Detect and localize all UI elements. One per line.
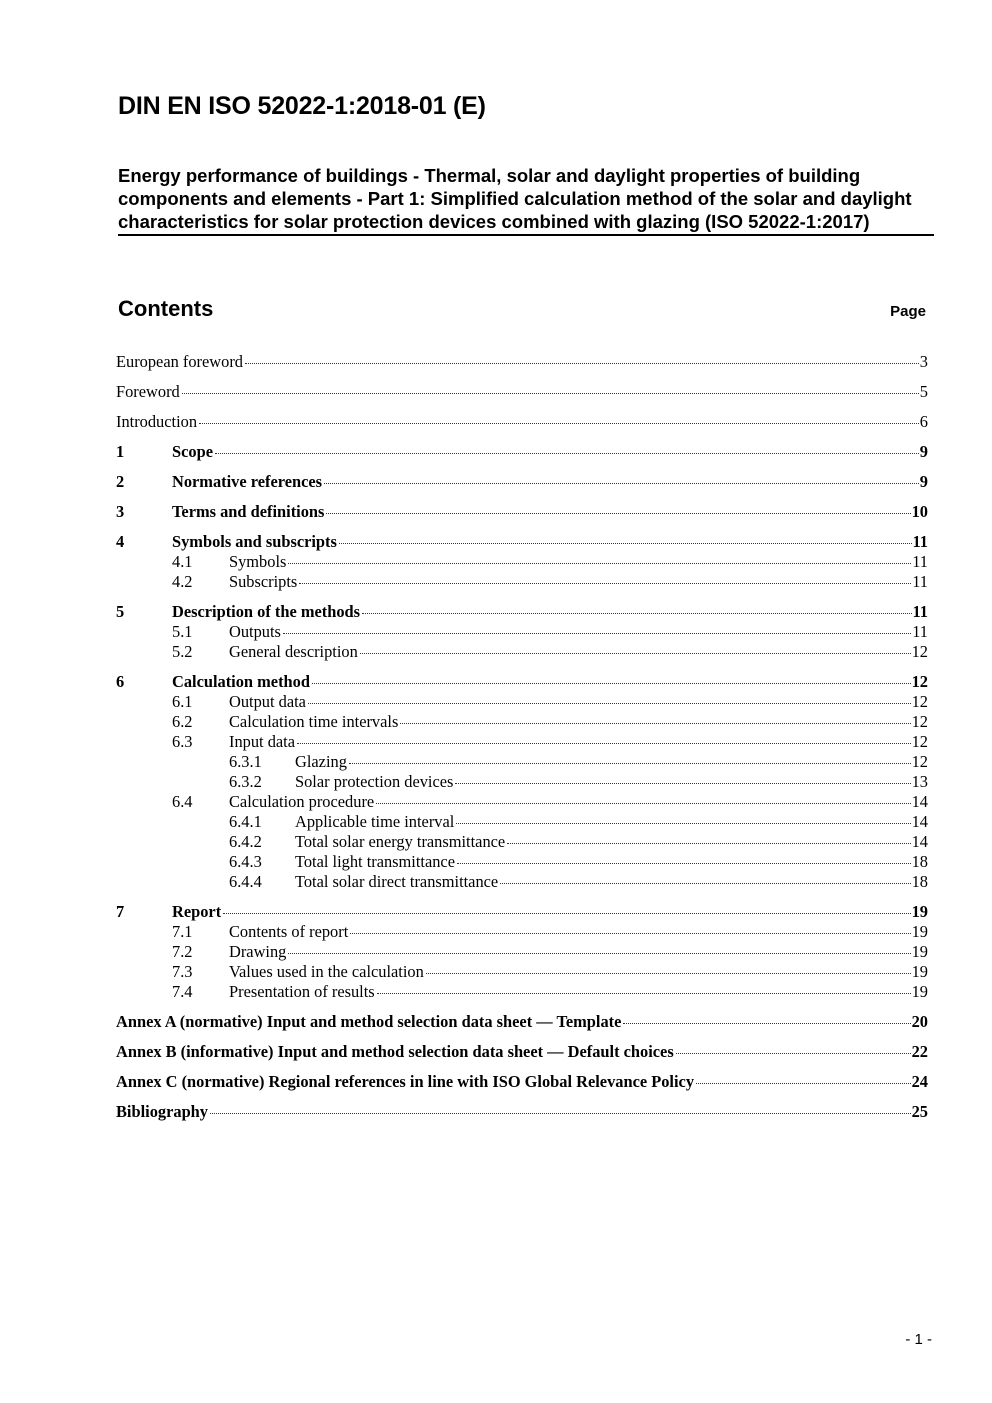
toc-entry-title: Terms and definitions: [172, 502, 325, 521]
toc-leader-dots: [362, 613, 911, 614]
toc-entry-page: 9: [919, 442, 928, 461]
toc-entry-number: 6.4.2: [229, 832, 262, 851]
toc-entry[interactable]: [116, 982, 928, 1002]
toc-leader-dots: [349, 763, 911, 764]
toc-entry-number: 6.3.2: [229, 772, 262, 791]
toc-entry-page: 14: [911, 832, 928, 851]
toc-entry-number: 5: [116, 602, 125, 621]
toc-entry-page: 18: [911, 872, 928, 891]
toc-leader-dots: [457, 863, 911, 864]
toc-entry-title: Scope: [172, 442, 213, 461]
toc-entry[interactable]: [116, 872, 928, 892]
toc-entry[interactable]: [116, 532, 928, 552]
table-of-contents: [116, 352, 928, 1122]
toc-entry-page: 12: [911, 692, 928, 711]
toc-entry-title: Subscripts: [229, 572, 298, 591]
toc-leader-dots: [299, 583, 911, 584]
toc-entry[interactable]: [116, 442, 928, 462]
toc-entry-number: 7.4: [172, 982, 193, 1001]
toc-leader-dots: [215, 453, 919, 454]
toc-entry-page: 11: [912, 552, 928, 571]
toc-entry-title: Foreword: [116, 382, 180, 401]
toc-entry-title: Calculation time intervals: [229, 712, 399, 731]
toc-entry-title: General description: [229, 642, 358, 661]
toc-leader-dots: [288, 953, 910, 954]
toc-entry[interactable]: [116, 602, 928, 622]
toc-entry-page: 19: [911, 982, 928, 1001]
toc-entry-title: Output data: [229, 692, 306, 711]
toc-leader-dots: [182, 393, 919, 394]
contents-heading: Contents: [118, 296, 214, 321]
toc-entry-number: 6.4.3: [229, 852, 262, 871]
toc-leader-dots: [312, 683, 911, 684]
toc-entry[interactable]: [116, 732, 928, 752]
toc-leader-dots: [676, 1053, 911, 1054]
toc-entry-number: 6: [116, 672, 125, 691]
toc-entry[interactable]: [116, 1102, 928, 1122]
toc-leader-dots: [339, 543, 912, 544]
page-column-label: Page: [890, 303, 926, 320]
toc-entry-page: 25: [911, 1102, 928, 1121]
toc-leader-dots: [623, 1023, 910, 1024]
toc-entry[interactable]: [116, 752, 928, 772]
toc-leader-dots: [297, 743, 911, 744]
toc-entry-page: 12: [911, 712, 928, 731]
toc-entry[interactable]: [116, 502, 928, 522]
toc-entry-title: Applicable time interval: [295, 812, 455, 831]
toc-leader-dots: [696, 1083, 911, 1084]
toc-entry-number: 7.1: [172, 922, 193, 941]
toc-entry-page: 5: [919, 382, 928, 401]
document-subtitle: Energy performance of buildings - Thermal, solar and daylight properties of building components and elements - Part 1: Simplified calculation method of the solar and daylight characteristics for solar protection devices combined with glazing (ISO 52022-1:2017): [118, 164, 934, 236]
toc-entry-number: 3: [116, 502, 125, 521]
toc-entry-number: 7.2: [172, 942, 193, 961]
toc-leader-dots: [377, 993, 911, 994]
toc-entry[interactable]: [116, 922, 928, 942]
toc-entry[interactable]: [116, 792, 928, 812]
toc-entry-title: Annex C (normative) Regional references in line with ISO Global Relevance Policy: [116, 1072, 695, 1091]
toc-entry-page: 14: [911, 792, 928, 811]
toc-entry-title: Total light transmittance: [295, 852, 455, 871]
toc-leader-dots: [210, 1113, 911, 1114]
toc-entry-page: 6: [919, 412, 928, 431]
toc-entry-title: Total solar direct transmittance: [295, 872, 499, 891]
toc-entry-page: 11: [912, 622, 928, 641]
toc-entry[interactable]: [116, 382, 928, 402]
toc-entry-page: 19: [911, 902, 928, 921]
toc-entry-page: 12: [911, 732, 928, 751]
toc-leader-dots: [324, 483, 919, 484]
toc-leader-dots: [199, 423, 919, 424]
toc-entry-page: 13: [911, 772, 928, 791]
toc-leader-dots: [455, 783, 910, 784]
toc-entry-page: 9: [919, 472, 928, 491]
toc-entry-title: Outputs: [229, 622, 281, 641]
toc-entry[interactable]: [116, 552, 928, 572]
toc-entry-page: 24: [911, 1072, 928, 1091]
toc-entry-title: Drawing: [229, 942, 287, 961]
toc-entry-page: 12: [911, 752, 928, 771]
toc-entry-page: 12: [911, 672, 928, 691]
toc-entry-page: 19: [911, 942, 928, 961]
toc-entry-number: 6.3.1: [229, 752, 262, 771]
toc-entry[interactable]: [116, 1072, 928, 1092]
toc-entry[interactable]: [116, 852, 928, 872]
toc-entry-number: 7: [116, 902, 125, 921]
toc-entry-page: 18: [911, 852, 928, 871]
toc-entry[interactable]: [116, 772, 928, 792]
toc-entry-number: 5.1: [172, 622, 193, 641]
toc-entry-number: 5.2: [172, 642, 193, 661]
toc-entry-title: Presentation of results: [229, 982, 375, 1001]
toc-entry-title: European foreword: [116, 352, 243, 371]
toc-leader-dots: [507, 843, 910, 844]
toc-leader-dots: [223, 913, 910, 914]
toc-entry-number: 7.3: [172, 962, 193, 981]
toc-entry[interactable]: [116, 642, 928, 662]
toc-entry-number: 1: [116, 442, 125, 461]
toc-entry-page: 11: [912, 532, 928, 551]
toc-entry-number: 6.3: [172, 732, 193, 751]
toc-entry-title: Annex A (normative) Input and method selection data sheet — Template: [116, 1012, 622, 1031]
toc-entry-page: 11: [912, 602, 928, 621]
toc-entry[interactable]: [116, 712, 928, 732]
toc-entry[interactable]: [116, 832, 928, 852]
toc-leader-dots: [308, 703, 911, 704]
toc-entry-title: Calculation method: [172, 672, 310, 691]
toc-entry-page: 10: [911, 502, 928, 521]
toc-leader-dots: [456, 823, 910, 824]
toc-entry[interactable]: [116, 692, 928, 712]
toc-entry-title: Symbols: [229, 552, 287, 571]
toc-entry-title: Bibliography: [116, 1102, 208, 1121]
toc-entry-title: Annex B (informative) Input and method selection data sheet — Default choices: [116, 1042, 674, 1061]
toc-entry-title: Symbols and subscripts: [172, 532, 337, 551]
toc-entry-title: Values used in the calculation: [229, 962, 424, 981]
toc-leader-dots: [326, 513, 910, 514]
document-title: DIN EN ISO 52022-1:2018-01 (E): [118, 92, 486, 120]
toc-leader-dots: [360, 653, 911, 654]
toc-entry-title: Input data: [229, 732, 295, 751]
toc-leader-dots: [283, 633, 911, 634]
toc-entry[interactable]: [116, 962, 928, 982]
toc-entry-number: 6.1: [172, 692, 193, 711]
toc-entry-number: 6.4: [172, 792, 193, 811]
toc-entry-title: Total solar energy transmittance: [295, 832, 506, 851]
toc-entry[interactable]: [116, 1012, 928, 1032]
toc-entry-page: 19: [911, 922, 928, 941]
toc-entry[interactable]: [116, 622, 928, 642]
toc-entry-page: 20: [911, 1012, 928, 1031]
toc-entry-title: Introduction: [116, 412, 198, 431]
toc-leader-dots: [245, 363, 919, 364]
toc-leader-dots: [376, 803, 910, 804]
toc-entry[interactable]: [116, 1042, 928, 1062]
toc-leader-dots: [288, 563, 911, 564]
toc-entry-number: 6.4.4: [229, 872, 262, 891]
toc-entry-number: 4.2: [172, 572, 193, 591]
toc-entry-title: Report: [172, 902, 222, 921]
toc-entry-title: Contents of report: [229, 922, 349, 941]
toc-leader-dots: [350, 933, 910, 934]
toc-entry-number: 4: [116, 532, 125, 551]
toc-entry-title: Solar protection devices: [295, 772, 454, 791]
page-number: - 1 -: [905, 1331, 932, 1348]
toc-entry[interactable]: [116, 412, 928, 432]
toc-entry-number: 4.1: [172, 552, 193, 571]
toc-entry-page: 14: [911, 812, 928, 831]
toc-entry[interactable]: [116, 672, 928, 692]
toc-entry[interactable]: [116, 572, 928, 592]
toc-entry[interactable]: [116, 942, 928, 962]
toc-leader-dots: [500, 883, 910, 884]
toc-entry-number: 2: [116, 472, 125, 491]
toc-entry[interactable]: [116, 352, 928, 372]
toc-entry[interactable]: [116, 812, 928, 832]
toc-leader-dots: [426, 973, 911, 974]
toc-entry-number: 6.4.1: [229, 812, 262, 831]
toc-entry[interactable]: [116, 902, 928, 922]
toc-entry-title: Glazing: [295, 752, 347, 771]
toc-entry-title: Description of the methods: [172, 602, 361, 621]
toc-entry-page: 19: [911, 962, 928, 981]
toc-entry-page: 11: [912, 572, 928, 591]
toc-entry-title: Normative references: [172, 472, 323, 491]
toc-entry-title: Calculation procedure: [229, 792, 375, 811]
toc-leader-dots: [400, 723, 910, 724]
toc-entry-page: 22: [911, 1042, 928, 1061]
toc-entry-page: 3: [919, 352, 928, 371]
toc-entry-number: 6.2: [172, 712, 193, 731]
toc-entry[interactable]: [116, 472, 928, 492]
toc-entry-page: 12: [911, 642, 928, 661]
